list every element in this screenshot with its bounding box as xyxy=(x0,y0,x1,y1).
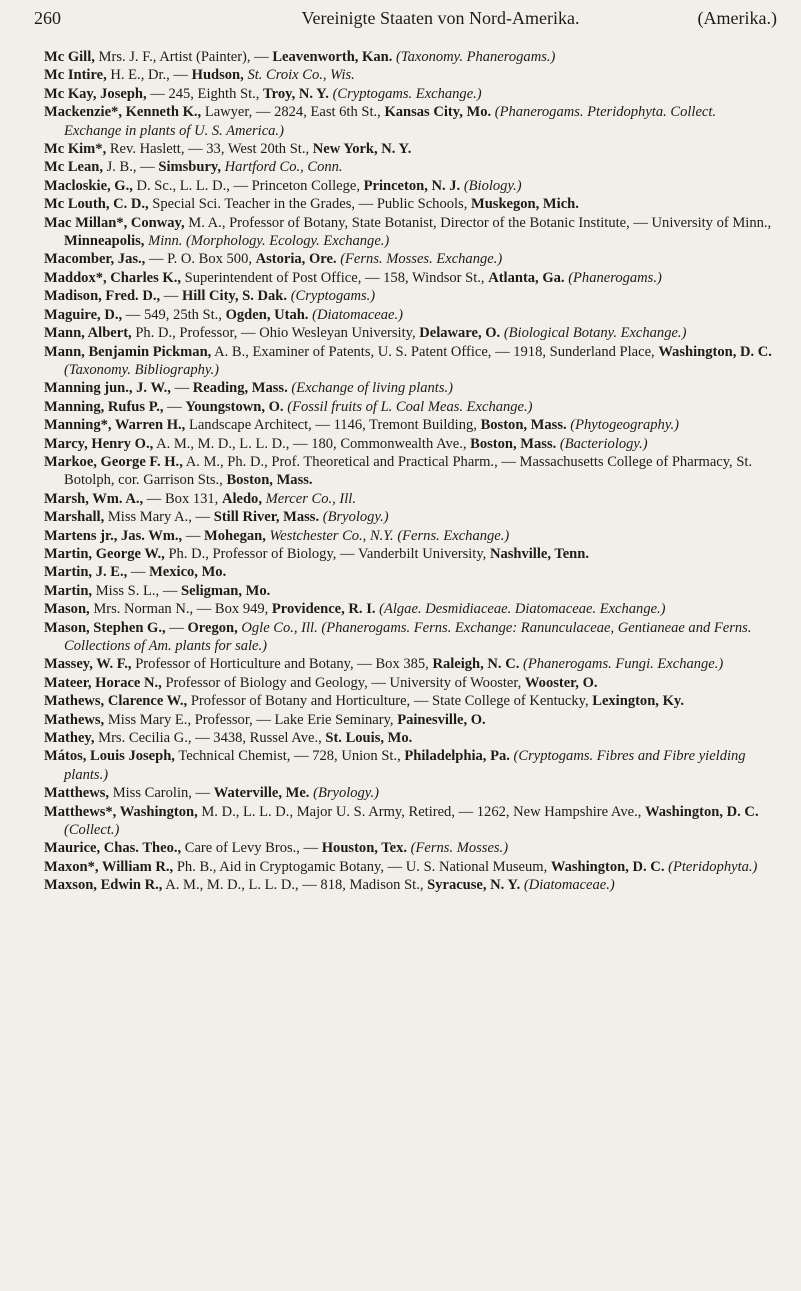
entry-interests: (Bryology.) xyxy=(322,509,389,526)
entry-details: — 549, 25th St., xyxy=(125,306,222,323)
running-title: Vereinigte Staaten von Nord-Amerika. xyxy=(301,8,580,28)
entry-interests: (Taxonomy. Bibliography.) xyxy=(64,361,220,378)
directory-entry xyxy=(44,324,777,342)
entry-details: Ph. D., Professor of Biology, — Vanderbilt University, xyxy=(168,545,487,562)
entry-place: St. Louis, Mo. xyxy=(325,730,413,747)
entry-interests: (Phanerogams. Fungi. Exchange.) xyxy=(522,656,724,673)
directory-entry xyxy=(44,435,777,453)
entry-interests: (Exchange of living plants.) xyxy=(291,380,453,397)
entry-name: Mason, xyxy=(44,601,90,618)
entry-details: Professor of Biology and Geology, — University of Wooster, xyxy=(165,674,522,691)
directory-entry xyxy=(44,803,777,840)
entry-interests: (Ferns. Mosses. Exchange.) xyxy=(340,251,503,268)
entry-interests: Minn. (Morphology. Ecology. Exchange.) xyxy=(148,233,390,250)
page-number: 260 xyxy=(34,8,61,28)
entry-interests: (Phanerogams. Pteridophyta. Collect. Exchange in plants of U. S. America.) xyxy=(64,104,717,139)
entry-place: Simsbury, xyxy=(158,159,222,176)
directory-entry xyxy=(44,858,777,876)
entry-details: A. M., M. D., L. L. D., — 180, Commonwealth Ave., xyxy=(156,435,467,452)
entry-name: Macomber, Jas., xyxy=(44,251,146,268)
entry-place: Seligman, Mo. xyxy=(181,582,271,599)
directory-entry xyxy=(44,48,777,66)
entry-details: M. D., L. L. D., Major U. S. Army, Retired, — 1262, New Hampshire Ave., xyxy=(201,803,642,820)
entry-interests: Hartford Co., Conn. xyxy=(224,159,343,176)
entry-interests: (Ferns. Mosses.) xyxy=(410,840,509,857)
entry-name: Martens jr., Jas. Wm., xyxy=(44,527,183,544)
entry-interests: (Diatomaceae.) xyxy=(523,877,615,894)
entry-details: Mrs. Norman N., — Box 949, xyxy=(93,601,269,618)
entry-name: Mc Kay, Joseph, xyxy=(44,85,147,102)
entry-place: Washington, D. C. xyxy=(658,343,772,360)
directory-entry xyxy=(44,416,777,434)
entry-details: Ph. B., Aid in Cryptogamic Botany, — U. S. National Museum, xyxy=(176,858,548,875)
entry-place: Raleigh, N. C. xyxy=(432,656,520,673)
entry-name: Mc Louth, C. D., xyxy=(44,196,149,213)
entry-interests: (Phytogeography.) xyxy=(570,417,679,434)
entry-place: Mexico, Mo. xyxy=(149,564,227,581)
entry-interests: (Cryptogams.) xyxy=(290,288,376,305)
directory-entry xyxy=(44,545,777,563)
region-label: (Amerika.) xyxy=(697,8,777,28)
entry-details: A. M., M. D., L. L. D., — 818, Madison St., xyxy=(165,877,424,894)
entry-place: Still River, Mass. xyxy=(213,509,320,526)
entry-name: Maddox*, Charles K., xyxy=(44,269,181,286)
entry-name: Mathews, Clarence W., xyxy=(44,693,188,710)
entry-name: Mc Gill, xyxy=(44,49,95,65)
entry-name: Madison, Fred. D., xyxy=(44,288,161,305)
directory-entry xyxy=(44,490,777,508)
entry-place: Minneapolis, xyxy=(64,233,145,250)
entry-details: Landscape Architect, — 1146, Tremont Building, xyxy=(188,417,477,434)
entry-interests: (Pteridophyta.) xyxy=(668,858,758,875)
directory-entry xyxy=(44,839,777,857)
page-header xyxy=(34,8,777,38)
entry-interests: St. Croix Co., Wis. xyxy=(247,67,355,84)
entry-details: Professor of Botany and Horticulture, — State College of Kentucky, xyxy=(190,693,589,710)
entry-details: Mrs. Cecilia G., — 3438, Russel Ave., xyxy=(98,730,322,747)
directory-entry xyxy=(44,85,777,103)
entry-interests: (Biological Botany. Exchange.) xyxy=(503,325,687,342)
entry-details: J. B., — xyxy=(106,159,155,176)
entry-name: Matthews, xyxy=(44,785,110,802)
entry-name: Mátos, Louis Joseph, xyxy=(44,748,175,765)
entry-name: Marcy, Henry O., xyxy=(44,435,154,452)
entry-place: New York, N. Y. xyxy=(312,141,412,158)
directory-entry xyxy=(44,379,777,397)
entry-interests: Mercer Co., Ill. xyxy=(265,490,356,507)
entry-details: Rev. Haslett, — 33, West 20th St., xyxy=(109,141,310,158)
entry-place: Mohegan, xyxy=(204,527,266,544)
directory-entry xyxy=(44,250,777,268)
entry-name: Mann, Albert, xyxy=(44,325,132,342)
entry-place: Syracuse, N. Y. xyxy=(427,877,521,894)
entry-place: Wooster, O. xyxy=(524,674,598,691)
entry-details: Miss Mary E., Professor, — Lake Erie Seminary, xyxy=(107,711,394,728)
directory-entry xyxy=(44,563,777,581)
entry-details: — xyxy=(163,288,179,305)
directory-entry xyxy=(44,600,777,618)
entry-place: Troy, N. Y. xyxy=(263,85,329,102)
entry-place: Washington, D. C. xyxy=(550,858,665,875)
directory-entry xyxy=(44,306,777,324)
entry-details: — xyxy=(174,380,190,397)
entry-details: A. B., Examiner of Patents, U. S. Patent Office, — 1918, Sunderland Place, xyxy=(214,343,655,360)
directory-entry xyxy=(44,527,777,545)
directory-entry xyxy=(44,195,777,213)
entry-place: Hill City, S. Dak. xyxy=(181,288,288,305)
entry-interests: (Bacteriology.) xyxy=(559,435,648,452)
entry-place: Oregon, xyxy=(187,619,238,636)
entry-interests: (Taxonomy. Phanerogams.) xyxy=(396,49,556,65)
entry-details: A. M., Ph. D., Prof. Theoretical and Practical Pharm., — Massachusetts College of Pharmacy, St. Botolph, cor. Garrison Sts., xyxy=(64,453,753,489)
entry-details: — xyxy=(169,619,184,636)
entry-name: Maguire, D., xyxy=(44,306,123,323)
entry-details: — xyxy=(167,398,182,415)
entry-place: Boston, Mass. xyxy=(226,472,313,489)
directory-entry xyxy=(44,343,777,380)
entry-name: Marshall, xyxy=(44,509,105,526)
directory-entry xyxy=(44,729,777,747)
entry-name: Macloskie, G., xyxy=(44,177,133,194)
entry-interests: (Fossil fruits of L. Coal Meas. Exchange.) xyxy=(287,398,533,415)
entry-details: Miss Mary A., — xyxy=(107,509,211,526)
entry-name: Mc Intire, xyxy=(44,67,107,84)
entry-interests: (Collect.) xyxy=(64,822,120,839)
entry-details: Lawyer, — 2824, East 6th St., xyxy=(204,104,381,121)
entry-name: Matthews*, Washington, xyxy=(44,803,198,820)
entry-details: Care of Levy Bros., — xyxy=(184,840,319,857)
entry-place: Ogden, Utah. xyxy=(225,306,309,323)
entry-details: Mrs. J. F., Artist (Painter), — xyxy=(98,49,269,65)
entry-place: Philadelphia, Pa. xyxy=(404,748,510,765)
entry-details: Superintendent of Post Office, — 158, Windsor St., xyxy=(184,269,485,286)
entry-details: — 245, Eighth St., xyxy=(150,85,260,102)
entry-place: Lexington, Ky. xyxy=(592,693,684,710)
entry-name: Martin, xyxy=(44,582,93,599)
entry-place: Kansas City, Mo. xyxy=(384,104,492,121)
entry-place: Muskegon, Mich. xyxy=(470,196,579,213)
entry-name: Mackenzie*, Kenneth K., xyxy=(44,104,202,121)
entry-details: Special Sci. Teacher in the Grades, — Public Schools, xyxy=(152,196,468,213)
directory-entry xyxy=(44,876,777,894)
directory-entry xyxy=(44,655,777,673)
directory-entry xyxy=(44,453,777,490)
entry-place: Houston, Tex. xyxy=(321,840,408,857)
entry-place: Delaware, O. xyxy=(419,325,501,342)
entry-name: Mateer, Horace N., xyxy=(44,674,162,691)
directory-entry xyxy=(44,619,777,656)
entry-place: Hudson, xyxy=(191,67,244,84)
entry-name: Maxon*, William R., xyxy=(44,858,174,875)
entry-place: Princeton, N. J. xyxy=(363,177,461,194)
entry-name: Mason, Stephen G., xyxy=(44,619,166,636)
entry-place: Nashville, Tenn. xyxy=(489,545,589,562)
entry-details: D. Sc., L. L. D., — Princeton College, xyxy=(136,177,360,194)
entry-interests: (Cryptogams. Fibres and Fibre yielding plants.) xyxy=(64,748,746,783)
entry-name: Manning*, Warren H., xyxy=(44,417,186,434)
entry-details: Miss S. L., — xyxy=(95,582,178,599)
directory-entry xyxy=(44,582,777,600)
entry-details: H. E., Dr., — xyxy=(110,67,188,84)
directory-entry xyxy=(44,674,777,692)
directory-entry xyxy=(44,269,777,287)
entry-place: Reading, Mass. xyxy=(192,380,288,397)
entry-details: — xyxy=(185,527,201,544)
entry-name: Massey, W. F., xyxy=(44,656,132,673)
directory-entry xyxy=(44,784,777,802)
entry-name: Maxson, Edwin R., xyxy=(44,877,163,894)
directory-entry xyxy=(44,508,777,526)
entry-details: Technical Chemist, — 728, Union St., xyxy=(178,748,401,765)
entry-interests: (Diatomaceae.) xyxy=(312,306,403,323)
entry-name: Mc Kim*, xyxy=(44,141,107,158)
entry-interests: (Phanerogams.) xyxy=(568,269,662,286)
entry-interests: (Bryology.) xyxy=(313,785,379,802)
entry-interests: (Biology.) xyxy=(463,177,522,194)
entry-place: Leavenworth, Kan. xyxy=(272,49,393,65)
entry-place: Youngstown, O. xyxy=(185,398,284,415)
entry-place: Painesville, O. xyxy=(397,711,486,728)
directory-entry xyxy=(44,747,777,784)
entry-name: Mathews, xyxy=(44,711,105,728)
entry-details: Ph. D., Professor, — Ohio Wesleyan University, xyxy=(135,325,416,342)
directory-entry xyxy=(44,287,777,305)
entry-details: — Box 131, xyxy=(146,490,219,507)
entry-name: Mann, Benjamin Pickman, xyxy=(44,343,212,360)
entry-details: — xyxy=(130,564,146,581)
entry-name: Mathey, xyxy=(44,730,95,747)
directory-entry xyxy=(44,692,777,710)
directory-entry xyxy=(44,398,777,416)
entry-name: Maurice, Chas. Theo., xyxy=(44,840,182,857)
entry-place: Atlanta, Ga. xyxy=(488,269,565,286)
entry-place: Aledo, xyxy=(221,490,262,507)
entry-name: Manning jun., J. W., xyxy=(44,380,171,397)
entry-details: Miss Carolin, — xyxy=(112,785,211,802)
directory-entry xyxy=(44,711,777,729)
entry-list xyxy=(44,48,777,895)
entry-interests: Westchester Co., N.Y. (Ferns. Exchange.) xyxy=(269,527,510,544)
directory-entry xyxy=(44,103,777,140)
entry-name: Mc Lean, xyxy=(44,159,103,176)
directory-entry xyxy=(44,214,777,251)
entry-name: Manning, Rufus P., xyxy=(44,398,164,415)
entry-name: Mac Millan*, Conway, xyxy=(44,214,185,231)
entry-details: — P. O. Box 500, xyxy=(148,251,252,268)
directory-entry xyxy=(44,158,777,176)
entry-interests: (Algae. Desmidiaceae. Diatomaceae. Exchange.) xyxy=(379,601,666,618)
entry-details: Professor of Horticulture and Botany, — Box 385, xyxy=(135,656,429,673)
directory-entry xyxy=(44,177,777,195)
entry-name: Markoe, George F. H., xyxy=(44,453,183,470)
entry-details: M. A., Professor of Botany, State Botanist, Director of the Botanic Institute, — University of Minn., xyxy=(188,214,772,231)
directory-entry xyxy=(44,140,777,158)
entry-interests: (Cryptogams. Exchange.) xyxy=(332,85,482,102)
entry-place: Astoria, Ore. xyxy=(255,251,337,268)
entry-place: Providence, R. I. xyxy=(271,601,376,618)
entry-place: Waterville, Me. xyxy=(213,785,310,802)
entry-name: Martin, George W., xyxy=(44,545,165,562)
directory-entry xyxy=(44,66,777,84)
entry-name: Martin, J. E., xyxy=(44,564,128,581)
entry-place: Boston, Mass. xyxy=(480,417,567,434)
entry-interests: Ogle Co., Ill. (Phanerogams. Ferns. Exchange: Ranunculaceae, Gentianeae and Ferns. Collections of Am. plants for sale.) xyxy=(64,619,752,654)
entry-place: Washington, D. C. xyxy=(645,803,759,820)
entry-place: Boston, Mass. xyxy=(470,435,557,452)
entry-name: Marsh, Wm. A., xyxy=(44,490,144,507)
